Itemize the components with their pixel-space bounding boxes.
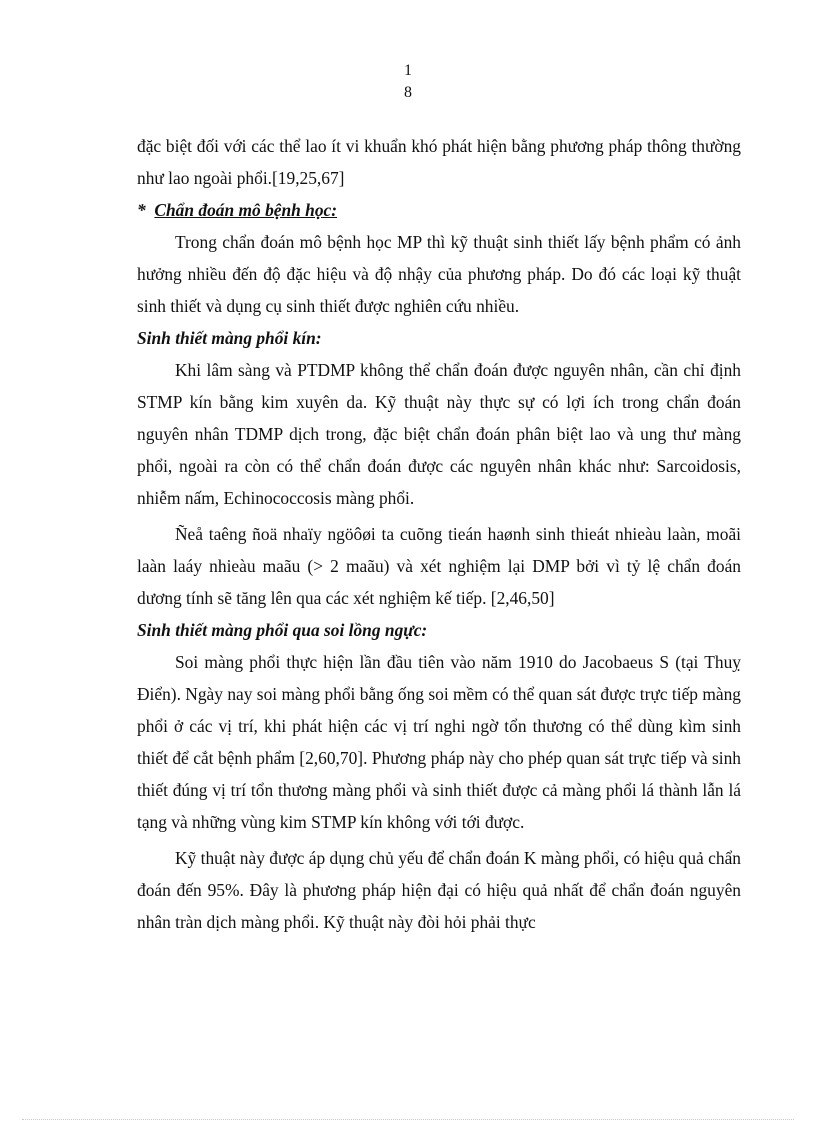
paragraph-thoracoscopy: Soi màng phổi thực hiện lần đầu tiên vào năm 1910 do Jacobaeus S (tại Thuỵ Điển). Ngày nay soi màng phổi bằng ống soi mềm có thể quan sát được trực tiếp màng phổi ở các vị trí, khi phát hiện các vị trí nghi ngờ tổn thương có thể dùng kìm sinh thiết để cắt bệnh phẩm [2,60,70]. Phương pháp này cho phép quan sát trực tiếp và sinh thiết đúng vị trí tổn thương màng phổi và sinh thiết được cả màng phổi lá thành lẫn lá tạng và những vùng kim STMP kín không với tới được.	[137, 652, 741, 832]
document-body	[137, 130, 741, 938]
page-number-line-2: 8	[404, 84, 412, 101]
paragraph-intro: đặc biệt đối với các thể lao ít vi khuẩn khó phát hiện bằng phương pháp thông thường như lao ngoài phổi.[19,25,67]	[137, 136, 741, 188]
paragraph-histopathology: Trong chẩn đoán mô bệnh học MP thì kỹ thuật sinh thiết lấy bệnh phẩm có ảnh hưởng nhiều đến độ đặc hiệu và độ nhậy của phương pháp. Do đó các loại kỹ thuật sinh thiết và dụng cụ sinh thiết được nghiên cứu nhiều.	[137, 232, 741, 316]
paragraph-closed-biopsy: Khi lâm sàng và PTDMP không thể chẩn đoán được nguyên nhân, cần chỉ định STMP kín bằng kim xuyên da. Kỹ thuật này thực sự có lợi ích trong chẩn đoán nguyên nhân TDMP dịch trong, đặc biệt chẩn đoán phân biệt lao và ung thư màng phổi, ngoài ra còn có thể chẩn đoán được các nguyên nhân khác như: Sarcoidosis, nhiễm nấm, Echinococcosis màng phổi.	[137, 360, 741, 508]
paragraph-thoracoscopy-efficacy: Kỹ thuật này được áp dụng chủ yếu để chẩn đoán K màng phổi, có hiệu quả chẩn đoán đến 95%. Đây là phương pháp hiện đại có hiệu quả nhất để chẩn đoán nguyên nhân tràn dịch màng phổi. Kỹ thuật này đòi hỏi phải thực	[137, 848, 741, 932]
heading-histopathology	[137, 194, 741, 226]
heading-closed-pleural-biopsy: Sinh thiết màng phổi kín:	[137, 328, 322, 348]
heading-histopathology-text: Chẩn đoán mô bệnh học:	[154, 200, 338, 220]
heading-bullet-star: *	[137, 200, 146, 220]
page-number-line-1: 1	[404, 62, 412, 79]
page-bottom-divider	[22, 1119, 794, 1120]
paragraph-sensitivity: Ñeå taêng ñoä nhaïy ngöôøi ta cuõng tieán haønh sinh thieát nhieàu laàn, moãi laàn laáy nhieàu maãu (> 2 maãu) và xét nghiệm lại DMP bởi vì tỷ lệ chẩn đoán dương tính sẽ tăng lên qua các xét nghiệm kế tiếp. [2,46,50]	[137, 524, 741, 608]
heading-thoracoscopy-biopsy: Sinh thiết màng phổi qua soi lồng ngực:	[137, 620, 428, 640]
